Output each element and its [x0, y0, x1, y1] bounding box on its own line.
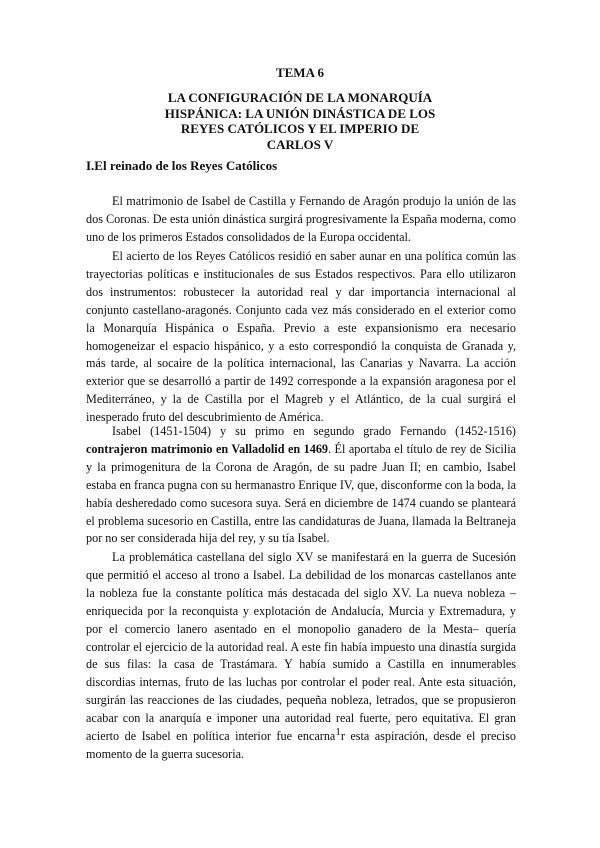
paragraph-4-lead: La problemática castellana del siglo XV se manifestará en la guerra de Sucesión que permitió el acceso al trono a Isabel. La debilidad de los monarcas castellanos ante la nobleza fue la constante política más destacada del siglo XV. La nueva nobleza –enriquecida por la reconquista y explotación de Andalucía, Murcia y Extremadura, y por el comercio lanero asentado en el monopolio ganadero de la Mesta– quería controlar el ejercicio de la autoridad real. A este fin había impuesto una dinastía surgida de sus filas: la casa de Trastámara. Y había sumido a Castilla en innumerables discordias internas, fruto de las luchas por controlar el poder real. Ante esta situación, surgirán las reacciones de las ciudades, pequeña nobleza, letrados, que se propusieron acabar con la anarquía e imponer una autoridad real fuerte, pero equitativa. El gran acierto de Isabel en política interior fue encarna — [86, 550, 516, 744]
paragraph-4-rest: r esta aspiración, desde el preciso momento de la guerra sucesoria. — [86, 729, 516, 761]
title-line-4: CARLOS V — [266, 136, 334, 152]
paragraph-2 — [86, 248, 516, 427]
title-line-2: HISPÁNICA: LA UNIÓN DINÁSTICA DE LOS — [164, 105, 436, 121]
title-line-3: REYES CATÓLICOS Y EL IMPERIO DE — [180, 121, 420, 136]
paragraph-3-lead: Isabel (1451-1504) y su primo en segundo grado Fernando (1452-1516) — [112, 424, 516, 438]
paragraph-3-rest: . Él aportaba el título de rey de Sicilia y la primogenitura de la Corona de Aragón, de su padre Juan II; en cambio, Isabel estaba en franca pugna con su hermanastro Enrique IV, que, disconforme con la boda, la había desheredado como sucesora suya. Será en diciembre de 1474 cuando se planteará el problema sucesorio en Castilla, entre las candidaturas de Juana, llamada la Beltraneja por no ser considerada hija del rey, y su tía Isabel. — [86, 441, 516, 546]
paragraph-1-text: El matrimonio de Isabel de Castilla y Fernando de Aragón produjo la unión de las dos Coronas. De esta unión dinástica surgirá progresivamente la España moderna, como uno de los primeros Estados consolidados de la Europa occidental. — [86, 194, 516, 244]
section-heading: I.El reinado de los Reyes Católicos — [86, 158, 278, 173]
footnote-marker[interactable]: 1 — [335, 726, 341, 739]
paragraph-2-text: El acierto de los Reyes Católicos residió en saber aunar en una política común las trayectorias políticas e institucionales de sus Estados respectivos. Para ello utilizaron dos instrumentos: robustecer la autoridad real y dar importancia internacional al conjunto castellano-aragonés. Conjunto cada vez más considerado en el exterior como la Monarquía Hispánica o España. Previo a este expansionismo era necesario homogeneizar el espacio hispánico, y a esto correspondió la conquista de Granada y, más tarde, al socaire de la política internacional, las Canarias y Navarra. La acción exterior que se desarrolló a partir de 1492 corresponde a la expansión aragonesa por el Mediterráneo, y la de Castilla por el Magreb y el Atlántico, de la cual surgirá el inesperado fruto del descubrimiento de América. — [86, 249, 516, 425]
paragraph-4-text — [86, 549, 516, 764]
title-line-1: LA CONFIGURACIÓN DE LA MONARQUÍA — [167, 90, 433, 105]
paragraph-4 — [86, 549, 516, 764]
page-title — [0, 90, 600, 152]
paragraph-3-text — [86, 423, 516, 548]
tema-label: TEMA 6 — [275, 65, 325, 80]
paragraph-3-bold: contrajeron matrimonio en Valladolid en 1469 — [86, 441, 329, 456]
paragraph-3 — [86, 423, 516, 548]
paragraph-1 — [86, 193, 516, 247]
